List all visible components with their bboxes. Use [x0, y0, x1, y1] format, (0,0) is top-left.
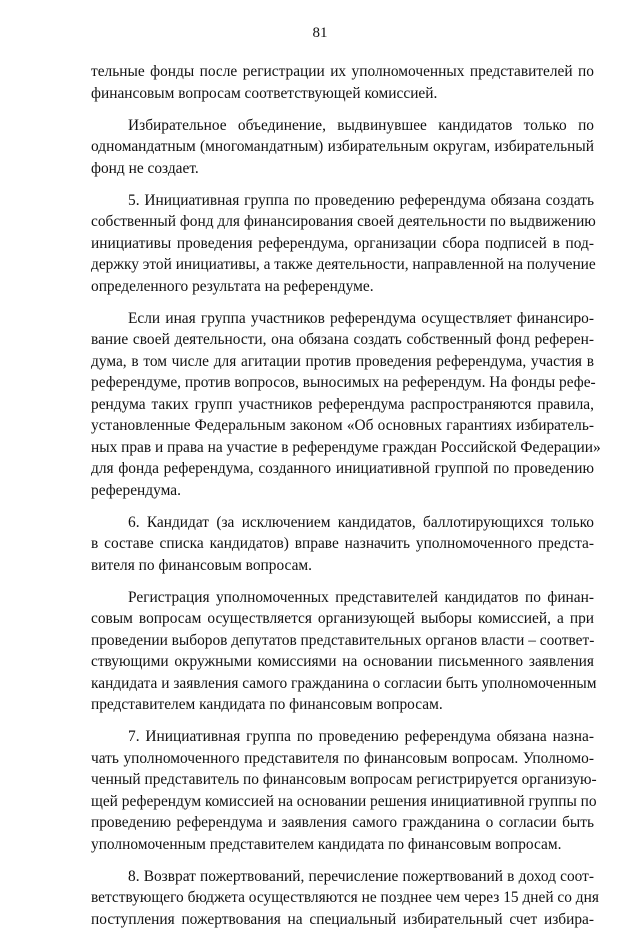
paragraph-3	[91, 190, 594, 298]
text-line: определенного результата на референдуме.	[91, 277, 374, 295]
text-line: вание своей деятельности, она обязана создать собственный фонд референ-	[91, 331, 594, 348]
text-line: ченный представитель по финансовым вопросам регистрируется организую-	[91, 771, 597, 788]
text-line: 7. Инициативная группа по проведению референдума обязана назна-	[128, 728, 594, 745]
text-line: референдума.	[91, 481, 181, 499]
text-line: щей референдум комиссией на основании решения инициативной группы по	[91, 792, 597, 810]
text-line: кандидата и заявления самого гражданина о согласии быть уполномоченным	[91, 674, 597, 692]
paragraph-7	[91, 726, 597, 855]
paragraph-2	[91, 115, 594, 180]
paragraph-4	[91, 308, 601, 502]
text-line: 5. Инициативная группа по проведению референдума обязана создать	[128, 191, 594, 209]
text-line: инициативы проведения референдума, организации сбора подписей в под-	[91, 234, 594, 252]
text-line: собственный фонд для финансирования своей деятельности по выдвижению	[91, 213, 596, 230]
paragraph-5	[91, 512, 594, 577]
text-line: фонд не создает.	[91, 159, 199, 177]
text-line: Если иная группа участников референдума осуществляет финансиро-	[128, 309, 594, 327]
text-line: чать уполномоченного представителя по финансовым вопросам. Уполномо-	[91, 749, 594, 767]
text-line: проведению референдума и заявления самого гражданина о согласии быть	[91, 814, 594, 831]
text-line: проведении выборов депутатов представительных органов власти – соответ-	[91, 631, 595, 649]
text-line: поступления пожертвования на специальный избирательный счет избира-	[91, 910, 594, 928]
text-line: для фонда референдума, созданного инициативной группой по проведению	[91, 460, 594, 477]
text-line: Избирательное объединение, выдвинувшее кандидатов только по	[128, 116, 594, 134]
text-line: представителем кандидата по финансовым вопросам.	[91, 696, 443, 713]
text-line: ветствующего бюджета осуществляются не позднее чем через 15 дней со дня	[91, 889, 599, 906]
paragraph-6	[91, 587, 597, 716]
page-number: 81	[312, 25, 328, 41]
text-line: Регистрация уполномоченных представителей кандидатов по финан-	[128, 588, 594, 606]
text-line: 6. Кандидат (за исключением кандидатов, баллотирующихся только	[128, 513, 594, 531]
text-line: дума, в том числе для агитации против проведения референдума, участия в	[91, 352, 594, 370]
text-line: тельные фонды после регистрации их уполномоченных представителей по	[91, 63, 594, 80]
text-line: вителя по финансовым вопросам.	[91, 556, 312, 574]
text-line: рендума таких групп участников референдума распространяются правила,	[91, 395, 594, 413]
text-line: уполномоченным представителем кандидата по финансовым вопросам.	[91, 835, 562, 853]
text-line: одномандатным (многомандатным) избирательным округам, избирательный	[91, 138, 594, 155]
text-line: ных прав и права на участие в референдуме граждан Российской Федерации»	[91, 438, 601, 456]
text-line: ствующими окружными комиссиями на основании письменного заявления	[91, 653, 594, 670]
text-line: финансовым вопросам соответствующей комиссией.	[91, 84, 438, 102]
text-line: совым вопросам осуществляется организующей выборы комиссией, а при	[91, 610, 594, 627]
text-line: держку этой инициативы, а также деятельности, направленной на получение	[91, 256, 596, 273]
text-line: установленные Федеральным законом «Об основных гарантиях избиратель-	[91, 417, 594, 434]
paragraph-8	[91, 866, 599, 931]
document-body	[91, 61, 601, 941]
text-line: референдуме, против вопросов, выносимых на референдум. На фонды рефе-	[91, 374, 596, 391]
text-line: 8. Возврат пожертвований, перечисление пожертвований в доход соот-	[128, 867, 594, 885]
text-line: в составе списка кандидатов) вправе назначить уполномоченного предста-	[91, 535, 594, 552]
paragraph-1	[91, 61, 594, 104]
